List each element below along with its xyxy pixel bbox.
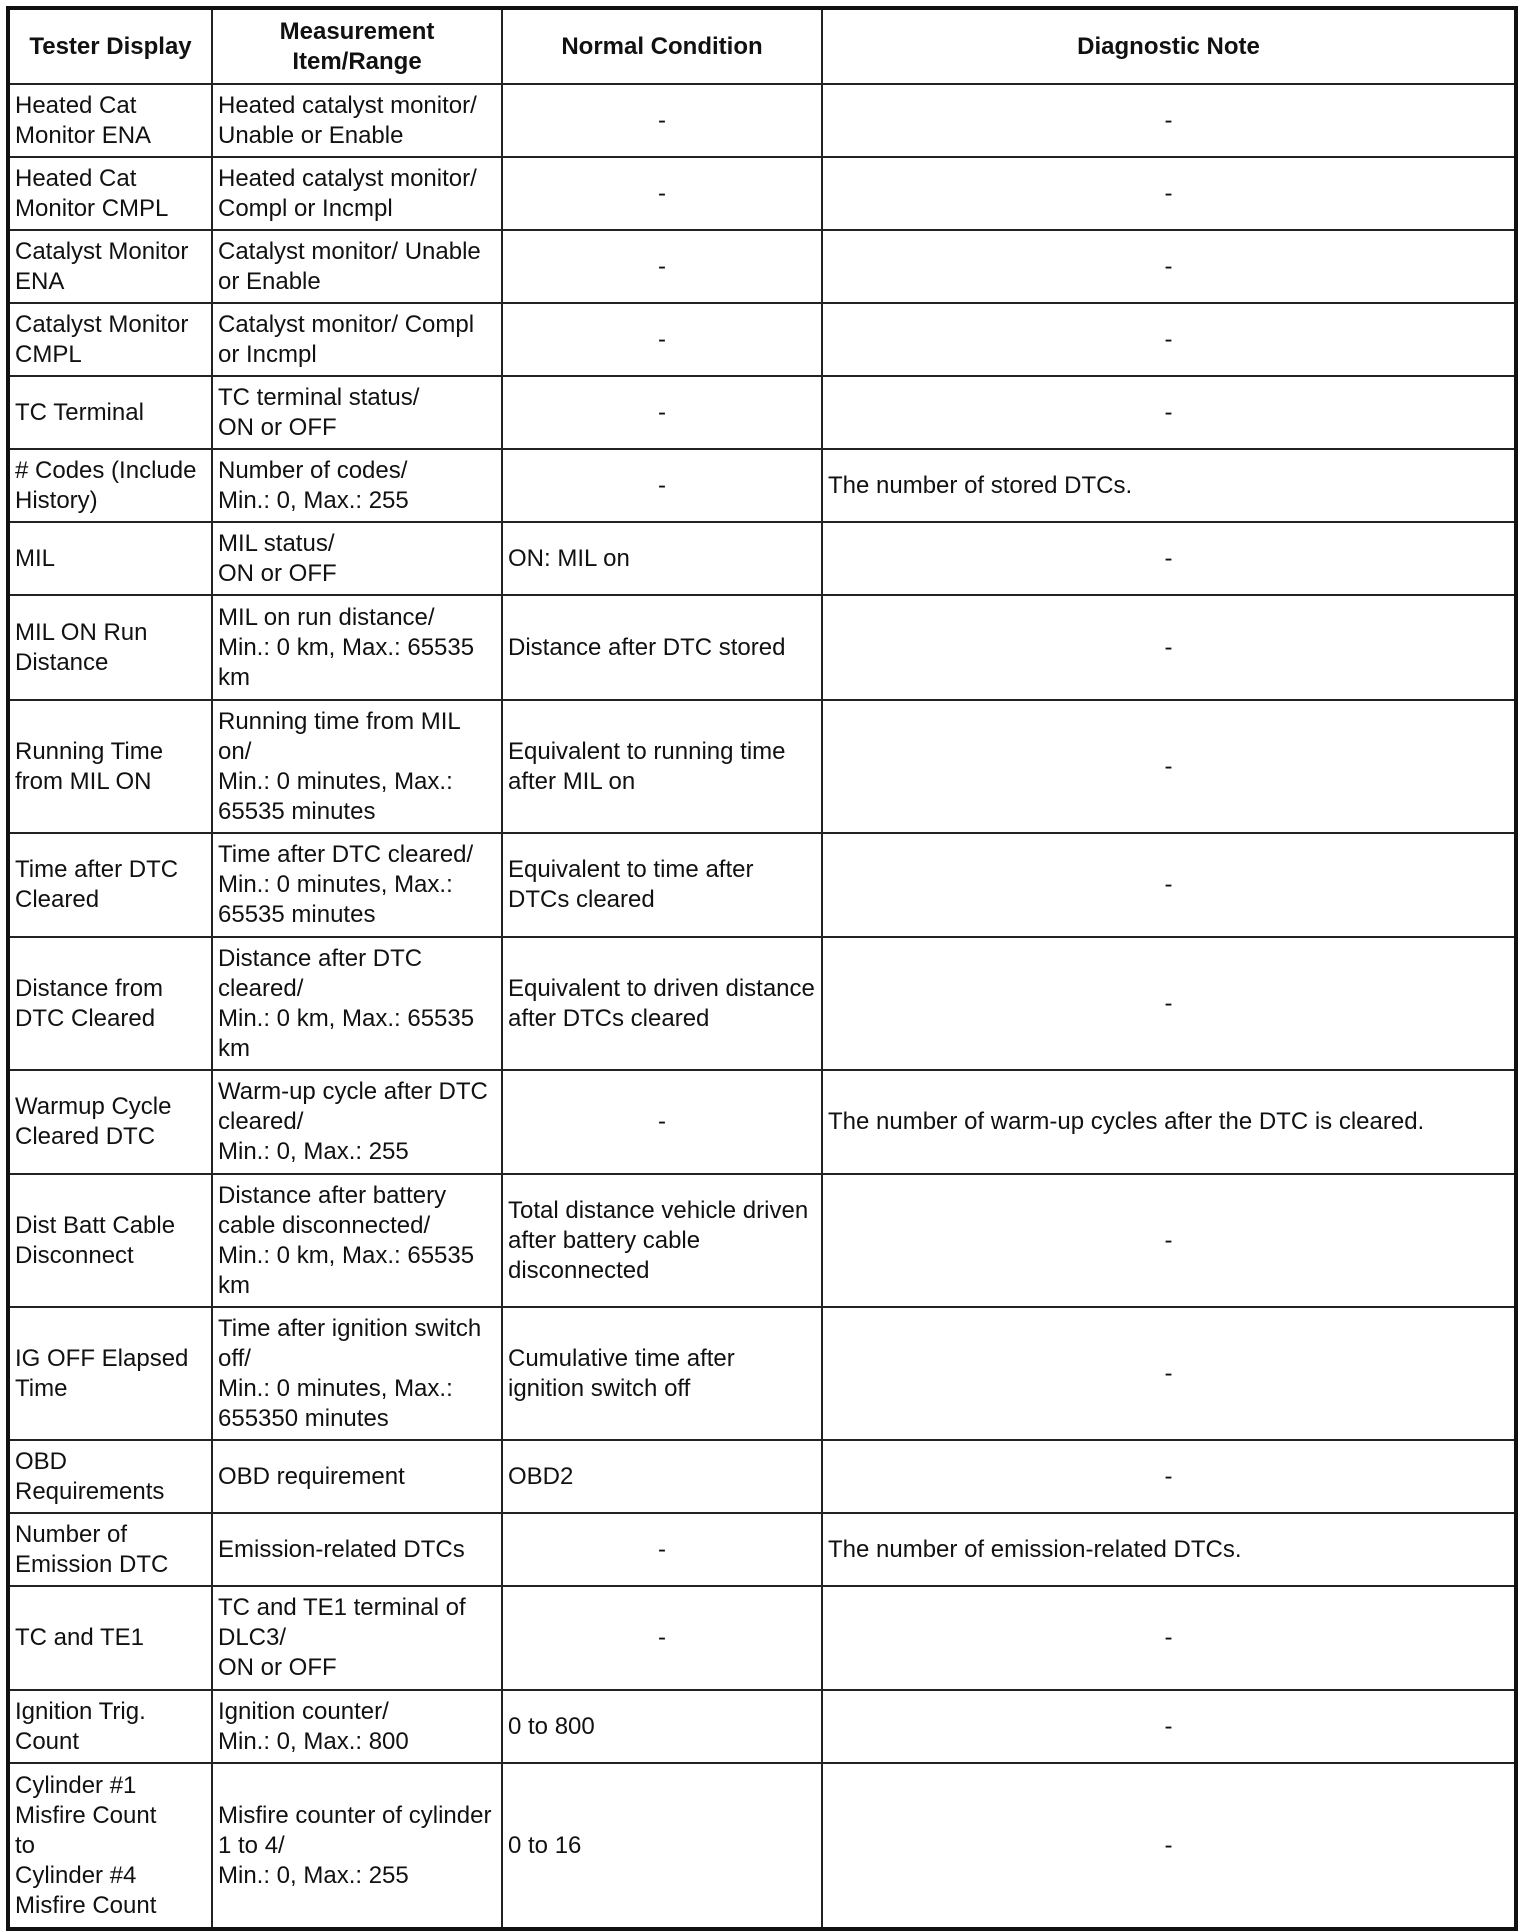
normal-condition-cell: Distance after DTC stored [502,595,822,700]
diagnostic-note-cell: - [822,1690,1516,1763]
measurement-item-cell: Misfire counter of cylinder 1 to 4/ Min.: 0, Max.: 255 [212,1763,502,1929]
table-row [8,1513,1516,1586]
diagnostic-note-cell: - [822,230,1516,303]
table-row [8,1307,1516,1440]
table-row [8,937,1516,1070]
measurement-item-cell: Distance after DTC cleared/ Min.: 0 km, Max.: 65535 km [212,937,502,1070]
table-row [8,230,1516,303]
normal-condition-cell: Equivalent to driven distance after DTCs cleared [502,937,822,1070]
normal-condition-cell: - [502,1586,822,1690]
normal-condition-cell: - [502,303,822,376]
normal-condition-cell: Cumulative time after ignition switch off [502,1307,822,1440]
measurement-item-cell: Catalyst monitor/ Compl or Incmpl [212,303,502,376]
diagnostic-note-cell: - [822,522,1516,595]
normal-condition-cell: - [502,376,822,449]
table-row [8,449,1516,522]
normal-condition-cell: 0 to 800 [502,1690,822,1763]
table-wrapper [6,6,1518,1931]
tester-display-cell: TC and TE1 [8,1586,212,1690]
measurement-item-cell: Distance after battery cable disconnected/ Min.: 0 km, Max.: 65535 km [212,1174,502,1307]
measurement-item-cell: MIL status/ ON or OFF [212,522,502,595]
table-row [8,595,1516,700]
tester-display-cell: # Codes (Include History) [8,449,212,522]
measurement-item-cell: Warm-up cycle after DTC cleared/ Min.: 0, Max.: 255 [212,1070,502,1174]
table-row [8,1174,1516,1307]
table-row [8,700,1516,833]
normal-condition-cell: OBD2 [502,1440,822,1513]
measurement-item-cell: TC terminal status/ ON or OFF [212,376,502,449]
tester-display-cell: Distance from DTC Cleared [8,937,212,1070]
diagnostic-note-cell: - [822,84,1516,157]
diagnostic-note-cell: - [822,303,1516,376]
tester-display-cell: Number of Emission DTC [8,1513,212,1586]
diagnostic-note-cell: - [822,833,1516,937]
tester-display-cell: Heated Cat Monitor CMPL [8,157,212,230]
header-diagnostic-note: Diagnostic Note [822,8,1516,84]
header-tester-display: Tester Display [8,8,212,84]
diagnostic-note-cell: The number of warm-up cycles after the DTC is cleared. [822,1070,1516,1174]
normal-condition-cell: 0 to 16 [502,1763,822,1929]
measurement-item-cell: Heated catalyst monitor/ Unable or Enable [212,84,502,157]
diagnostic-note-cell: The number of stored DTCs. [822,449,1516,522]
diagnostic-note-cell: - [822,937,1516,1070]
tester-display-cell: TC Terminal [8,376,212,449]
normal-condition-cell: - [502,1513,822,1586]
tester-display-cell: Running Time from MIL ON [8,700,212,833]
tester-display-cell: Catalyst Monitor ENA [8,230,212,303]
table-row [8,157,1516,230]
tester-display-cell: Catalyst Monitor CMPL [8,303,212,376]
table-row [8,522,1516,595]
header-measurement-item: Measurement Item/Range [212,8,502,84]
measurement-item-cell: OBD requirement [212,1440,502,1513]
diagnostic-note-cell: - [822,700,1516,833]
measurement-item-cell: Catalyst monitor/ Unable or Enable [212,230,502,303]
measurement-item-cell: Heated catalyst monitor/ Compl or Incmpl [212,157,502,230]
normal-condition-cell: - [502,84,822,157]
table-row [8,1586,1516,1690]
diagnostic-note-cell: - [822,1586,1516,1690]
table-row [8,84,1516,157]
table-row [8,1763,1516,1929]
tester-display-cell: Cylinder #1 Misfire Count to Cylinder #4 Misfire Count [8,1763,212,1929]
table-row [8,833,1516,937]
tester-display-cell: IG OFF Elapsed Time [8,1307,212,1440]
tester-display-cell: Warmup Cycle Cleared DTC [8,1070,212,1174]
tester-display-cell: Dist Batt Cable Disconnect [8,1174,212,1307]
diagnostic-note-cell: - [822,1440,1516,1513]
normal-condition-cell: - [502,230,822,303]
diagnostic-note-cell: - [822,157,1516,230]
normal-condition-cell: Total distance vehicle driven after battery cable disconnected [502,1174,822,1307]
table-row [8,303,1516,376]
measurement-item-cell: MIL on run distance/ Min.: 0 km, Max.: 65535 km [212,595,502,700]
normal-condition-cell: Equivalent to time after DTCs cleared [502,833,822,937]
diagnostic-note-cell: - [822,1307,1516,1440]
diagnostic-note-cell: - [822,595,1516,700]
measurement-item-cell: TC and TE1 terminal of DLC3/ ON or OFF [212,1586,502,1690]
tester-display-cell: Time after DTC Cleared [8,833,212,937]
measurement-item-cell: Emission-related DTCs [212,1513,502,1586]
table-row [8,376,1516,449]
tester-display-cell: Heated Cat Monitor ENA [8,84,212,157]
normal-condition-cell: - [502,157,822,230]
header-row [8,8,1516,84]
table-row [8,1070,1516,1174]
header-normal-condition: Normal Condition [502,8,822,84]
measurement-item-cell: Running time from MIL on/ Min.: 0 minutes, Max.: 65535 minutes [212,700,502,833]
normal-condition-cell: Equivalent to running time after MIL on [502,700,822,833]
diagnostic-note-cell: - [822,1174,1516,1307]
table-row [8,1690,1516,1763]
tester-display-cell: MIL [8,522,212,595]
normal-condition-cell: - [502,1070,822,1174]
diagnostic-note-cell: - [822,1763,1516,1929]
tester-display-cell: MIL ON Run Distance [8,595,212,700]
normal-condition-cell: ON: MIL on [502,522,822,595]
measurement-item-cell: Time after ignition switch off/ Min.: 0 minutes, Max.: 655350 minutes [212,1307,502,1440]
measurement-item-cell: Number of codes/ Min.: 0, Max.: 255 [212,449,502,522]
diagnostic-note-cell: - [822,376,1516,449]
diagnostic-note-cell: The number of emission-related DTCs. [822,1513,1516,1586]
measurement-item-cell: Time after DTC cleared/ Min.: 0 minutes, Max.: 65535 minutes [212,833,502,937]
table-body [8,84,1516,1929]
table-row [8,1440,1516,1513]
normal-condition-cell: - [502,449,822,522]
tester-display-cell: Ignition Trig. Count [8,1690,212,1763]
data-list-table [6,6,1518,1931]
measurement-item-cell: Ignition counter/ Min.: 0, Max.: 800 [212,1690,502,1763]
tester-display-cell: OBD Requirements [8,1440,212,1513]
